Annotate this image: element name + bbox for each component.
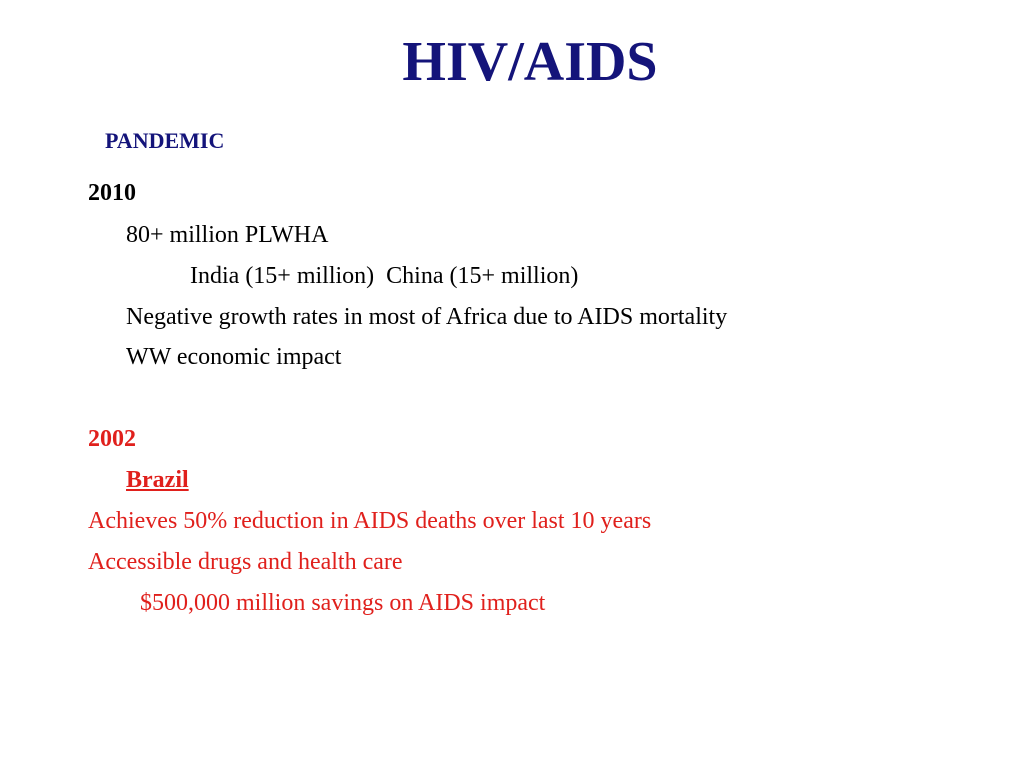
year-2010-heading: 2010 <box>88 180 136 206</box>
accessible-drugs-line: Accessible drugs and health care <box>88 549 403 575</box>
plwha-line: 80+ million PLWHA <box>126 222 329 248</box>
aids-deaths-reduction-line: Achieves 50% reduction in AIDS deaths over last 10 years <box>88 508 652 534</box>
slide-subtitle: PANDEMIC <box>105 128 225 153</box>
africa-growth-line: Negative growth rates in most of Africa due to AIDS mortality <box>126 304 728 330</box>
brazil-heading: Brazil <box>126 467 189 493</box>
savings-line: $500,000 million savings on AIDS impact <box>140 590 546 616</box>
economic-impact-line: WW economic impact <box>126 344 342 370</box>
india-china-line: India (15+ million) China (15+ million) <box>190 263 579 289</box>
slide-title: HIV/AIDS <box>402 31 658 93</box>
year-2002-heading: 2002 <box>88 426 136 452</box>
